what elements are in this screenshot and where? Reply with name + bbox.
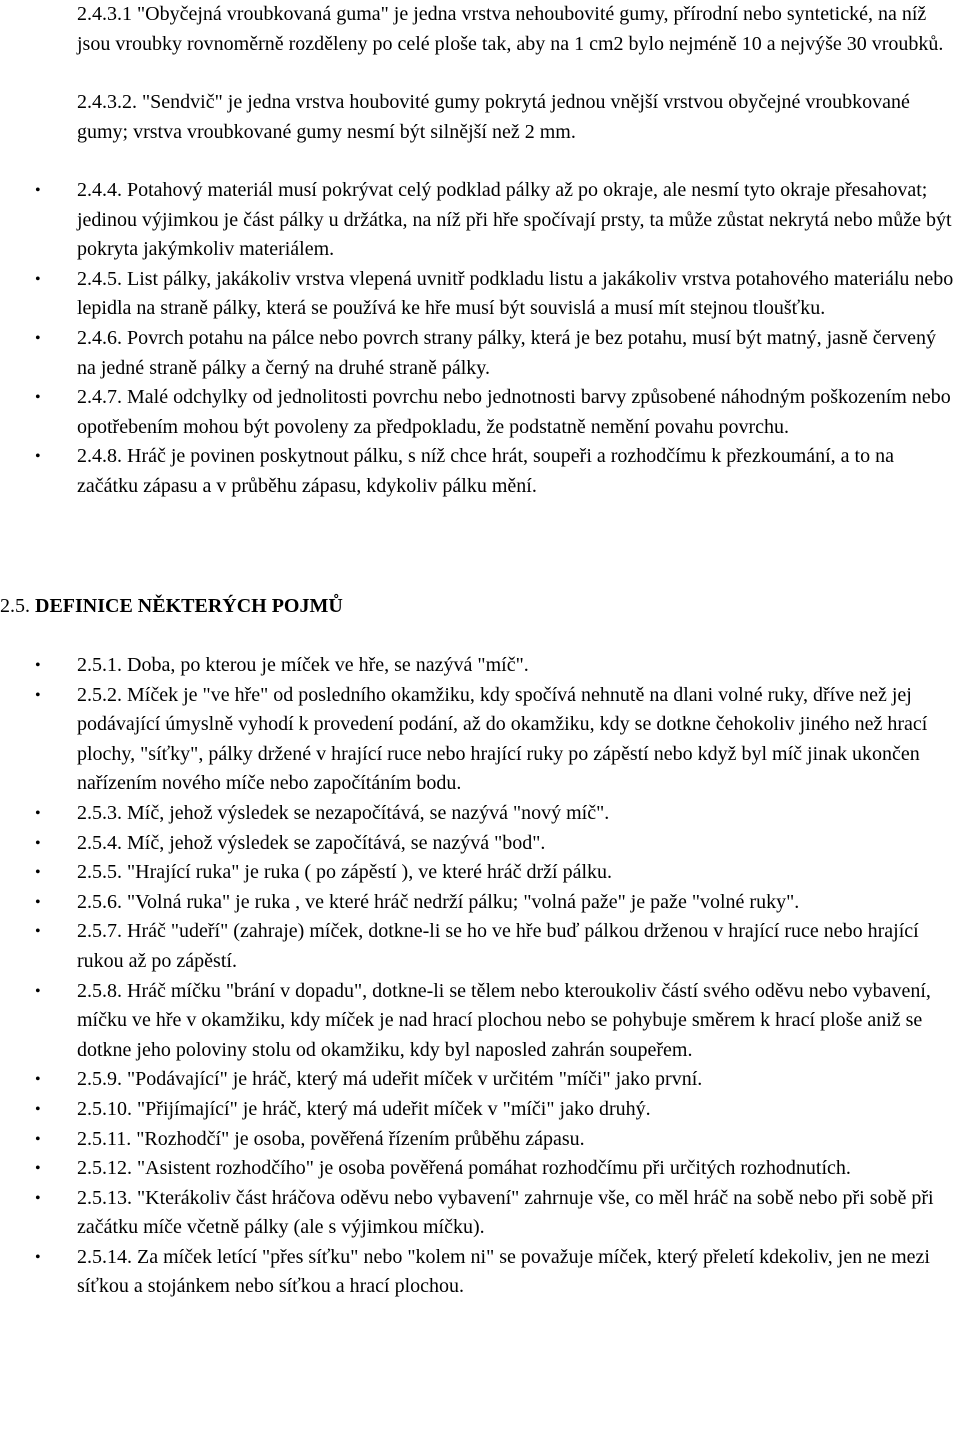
rule-number: 2.4.8. xyxy=(77,445,122,468)
bullet-icon: • xyxy=(35,1130,41,1148)
list-item xyxy=(0,1243,960,1302)
list-item xyxy=(0,858,960,888)
list-item xyxy=(0,681,960,799)
rule-text: "Rozhodčí" je osoba, pověřená řízením průběhu zápasu. xyxy=(131,1127,585,1150)
rule-text: "Sendvič" je jedna vrstva houbovité gumy pokrytá jednou vnější vrstvou obyčejné vroubkované gumy; vrstva vroubkované gumy nesmí být silnější než 2 mm. xyxy=(77,91,910,143)
bullet-icon: • xyxy=(35,1160,41,1178)
rule-text: Hráč "udeří" (zahraje) míček, dotkne-li se ho ve hře buď pálkou drženou v hrající ruce nebo hrající rukou až po zápěstí. xyxy=(77,920,919,972)
rule-text: Povrch potahu na pálce nebo povrch strany pálky, která je bez potahu, musí být matný, jasně červený na jedné straně pálky a černý na druhé straně pálky. xyxy=(77,326,937,379)
rule-text: Za míček letící "přes síťku" nebo "kolem ni" se považuje míček, který přeletí kdekoliv, jen ne mezi síťkou a stojánkem nebo síťkou a hrací plochou. xyxy=(77,1245,930,1298)
list-item xyxy=(0,888,960,918)
rule-text: Míč, jehož výsledek se započítává, se nazývá "bod". xyxy=(122,831,546,854)
rule-number: 2.5.2. xyxy=(77,683,122,706)
bullet-icon: • xyxy=(35,389,41,407)
list-item xyxy=(0,977,960,1066)
bullet-icon: • xyxy=(35,657,41,674)
bullet-icon: • xyxy=(35,1189,41,1207)
rule-number: 2.5.5. xyxy=(77,861,122,884)
rule-list-2-5 xyxy=(0,651,960,1302)
rule-text: Míč, jehož výsledek se nezapočítává, se nazývá "nový míč". xyxy=(122,801,610,824)
rule-number: 2.5.14. xyxy=(77,1245,132,1268)
list-item xyxy=(0,799,960,829)
rule-number: 2.5.12. xyxy=(77,1157,132,1180)
list-item xyxy=(0,651,960,681)
list-item xyxy=(0,1065,960,1095)
rule-text: "Kterákoliv část hráčova oděvu nebo vybavení" zahrnuje vše, co měl hráč na sobě nebo při sobě při začátku míče včetně pálky (ale s výjimkou míčku). xyxy=(77,1186,934,1239)
rule-text: "Obyčejná vroubkovaná guma" je jedna vrstva nehoubovité gumy, přírodní nebo syntetické, na níž jsou vroubky rovnoměrně rozděleny po celé ploše tak, aby na 1 cm2 bylo nejméně 10 a nejvýše 30 vroubků. xyxy=(77,3,944,55)
rule-number: 2.4.3.2. xyxy=(77,91,137,113)
rule-number: 2.4.4. xyxy=(77,179,122,201)
rule-number: 2.5.13. xyxy=(77,1186,132,1209)
rule-text: Malé odchylky od jednolitosti povrchu nebo jednotnosti barvy způsobené náhodným poškozením nebo opotřebením mohou být povoleny za předpokladu, že podstatně nemění povahu povrchu. xyxy=(77,386,951,438)
bullet-icon: • xyxy=(35,270,41,288)
rule-number: 2.5.10. xyxy=(77,1097,132,1120)
section-heading xyxy=(0,592,343,622)
bullet-icon: • xyxy=(35,1248,41,1266)
list-item xyxy=(0,265,960,324)
rule-text: "Podávající" je hráč, který má udeřit míček v určitém "míči" jako první. xyxy=(122,1068,703,1091)
rule-text: Doba, po kterou je míček ve hře, se nazývá "míč". xyxy=(122,654,529,676)
list-item xyxy=(0,1154,960,1184)
rule-number: 2.5.9. xyxy=(77,1068,122,1091)
bullet-icon: • xyxy=(35,804,41,822)
list-item xyxy=(0,829,960,859)
rule-text: "Asistent rozhodčího" je osoba pověřená pomáhat rozhodčímu při určitých rozhodnutích. xyxy=(132,1157,851,1180)
bullet-icon: • xyxy=(35,686,41,704)
rule-text: List pálky, jakákoliv vrstva vlepená uvnitř podkladu listu a jakákoliv vrstva potahového materiálu nebo lepidla na straně pálky, která se používá ke hře musí být souvislá a musí mít stejnou tloušťku. xyxy=(77,267,954,320)
rule-number: 2.5.6. xyxy=(77,890,122,913)
bullet-icon: • xyxy=(35,982,41,1000)
list-item xyxy=(0,176,960,265)
bullet-icon: • xyxy=(35,834,41,852)
rule-text: Míček je "ve hře" od posledního okamžiku, kdy spočívá nehnutě na dlani volné ruky, dříve než jej podávající úmyslně vyhodí k provedení podání, až do okamžiku, kdy se dotkne čehokoliv jiného než hrací plochy, "síťky", pálky držené v hrající ruce nebo hrající ruky po zápěstí nebo když byl míč jinak ukončen nařízením nového míče nebo započítáním bodu. xyxy=(77,683,928,795)
bullet-icon: • xyxy=(35,1100,41,1118)
bullet-icon: • xyxy=(35,864,41,882)
list-item xyxy=(0,1095,960,1125)
section-number: 2.5. xyxy=(0,595,30,617)
list-item xyxy=(0,324,960,383)
rule-number: 2.5.4. xyxy=(77,831,122,854)
rule-number: 2.5.7. xyxy=(77,920,122,943)
rule-number: 2.4.6. xyxy=(77,326,122,349)
rule-number: 2.4.3.1 xyxy=(77,3,132,25)
rule-paragraph-2-4-3-2 xyxy=(77,88,957,147)
rule-text: "Volná ruka" je ruka , ve které hráč nedrží pálku; "volná paže" je paže "volné ruky". xyxy=(122,890,800,913)
rule-text: Hráč míčku "brání v dopadu", dotkne-li se tělem nebo kteroukoliv částí svého oděvu nebo vybavení, míčku ve hře v okamžiku, kdy míček je nad hrací plochou nebo se pohybuje směrem k hrací ploše aniž se dotkne jeho poloviny stolu od okamžiku, kdy byl naposled zahrán soupeřem. xyxy=(77,979,931,1061)
rule-number: 2.5.1. xyxy=(77,654,122,676)
bullet-icon: • xyxy=(35,448,41,466)
bullet-icon: • xyxy=(35,329,41,347)
rule-text: Potahový materiál musí pokrývat celý podklad pálky až po okraje, ale nesmí tyto okraje přesahovat; jedinou výjimkou je část pálky u držátka, na níž při hře spočívají prsty, ta může zůstat nekrytá nebo může být pokryta jakýmkoliv materiálem. xyxy=(77,179,952,261)
rule-number: 2.5.8. xyxy=(77,979,122,1002)
list-item xyxy=(0,383,960,442)
rule-list-2-4 xyxy=(0,176,960,502)
bullet-icon: • xyxy=(35,1071,41,1089)
list-item xyxy=(0,1125,960,1155)
rule-number: 2.4.7. xyxy=(77,386,122,409)
list-item xyxy=(0,917,960,976)
list-item xyxy=(0,442,960,501)
bullet-icon: • xyxy=(35,893,41,911)
rule-text: "Přijímající" je hráč, který má udeřit míček v "míči" jako druhý. xyxy=(132,1097,651,1120)
bullet-icon: • xyxy=(35,923,41,941)
rule-text: Hráč je povinen poskytnout pálku, s níž chce hrát, soupeři a rozhodčímu k přezkoumání, a to na začátku zápasu a v průběhu zápasu, kdykoliv pálku mění. xyxy=(77,445,894,497)
rule-number: 2.4.5. xyxy=(77,267,122,290)
rule-number: 2.5.11. xyxy=(77,1127,132,1150)
list-item xyxy=(0,1184,960,1243)
rule-paragraph-2-4-3-1 xyxy=(77,0,957,59)
rule-number: 2.5.3. xyxy=(77,801,122,824)
bullet-icon: • xyxy=(35,182,41,199)
rule-text: "Hrající ruka" je ruka ( po zápěstí ), ve které hráč drží pálku. xyxy=(122,861,612,884)
section-title: DEFINICE NĚKTERÝCH POJMŮ xyxy=(35,595,343,617)
